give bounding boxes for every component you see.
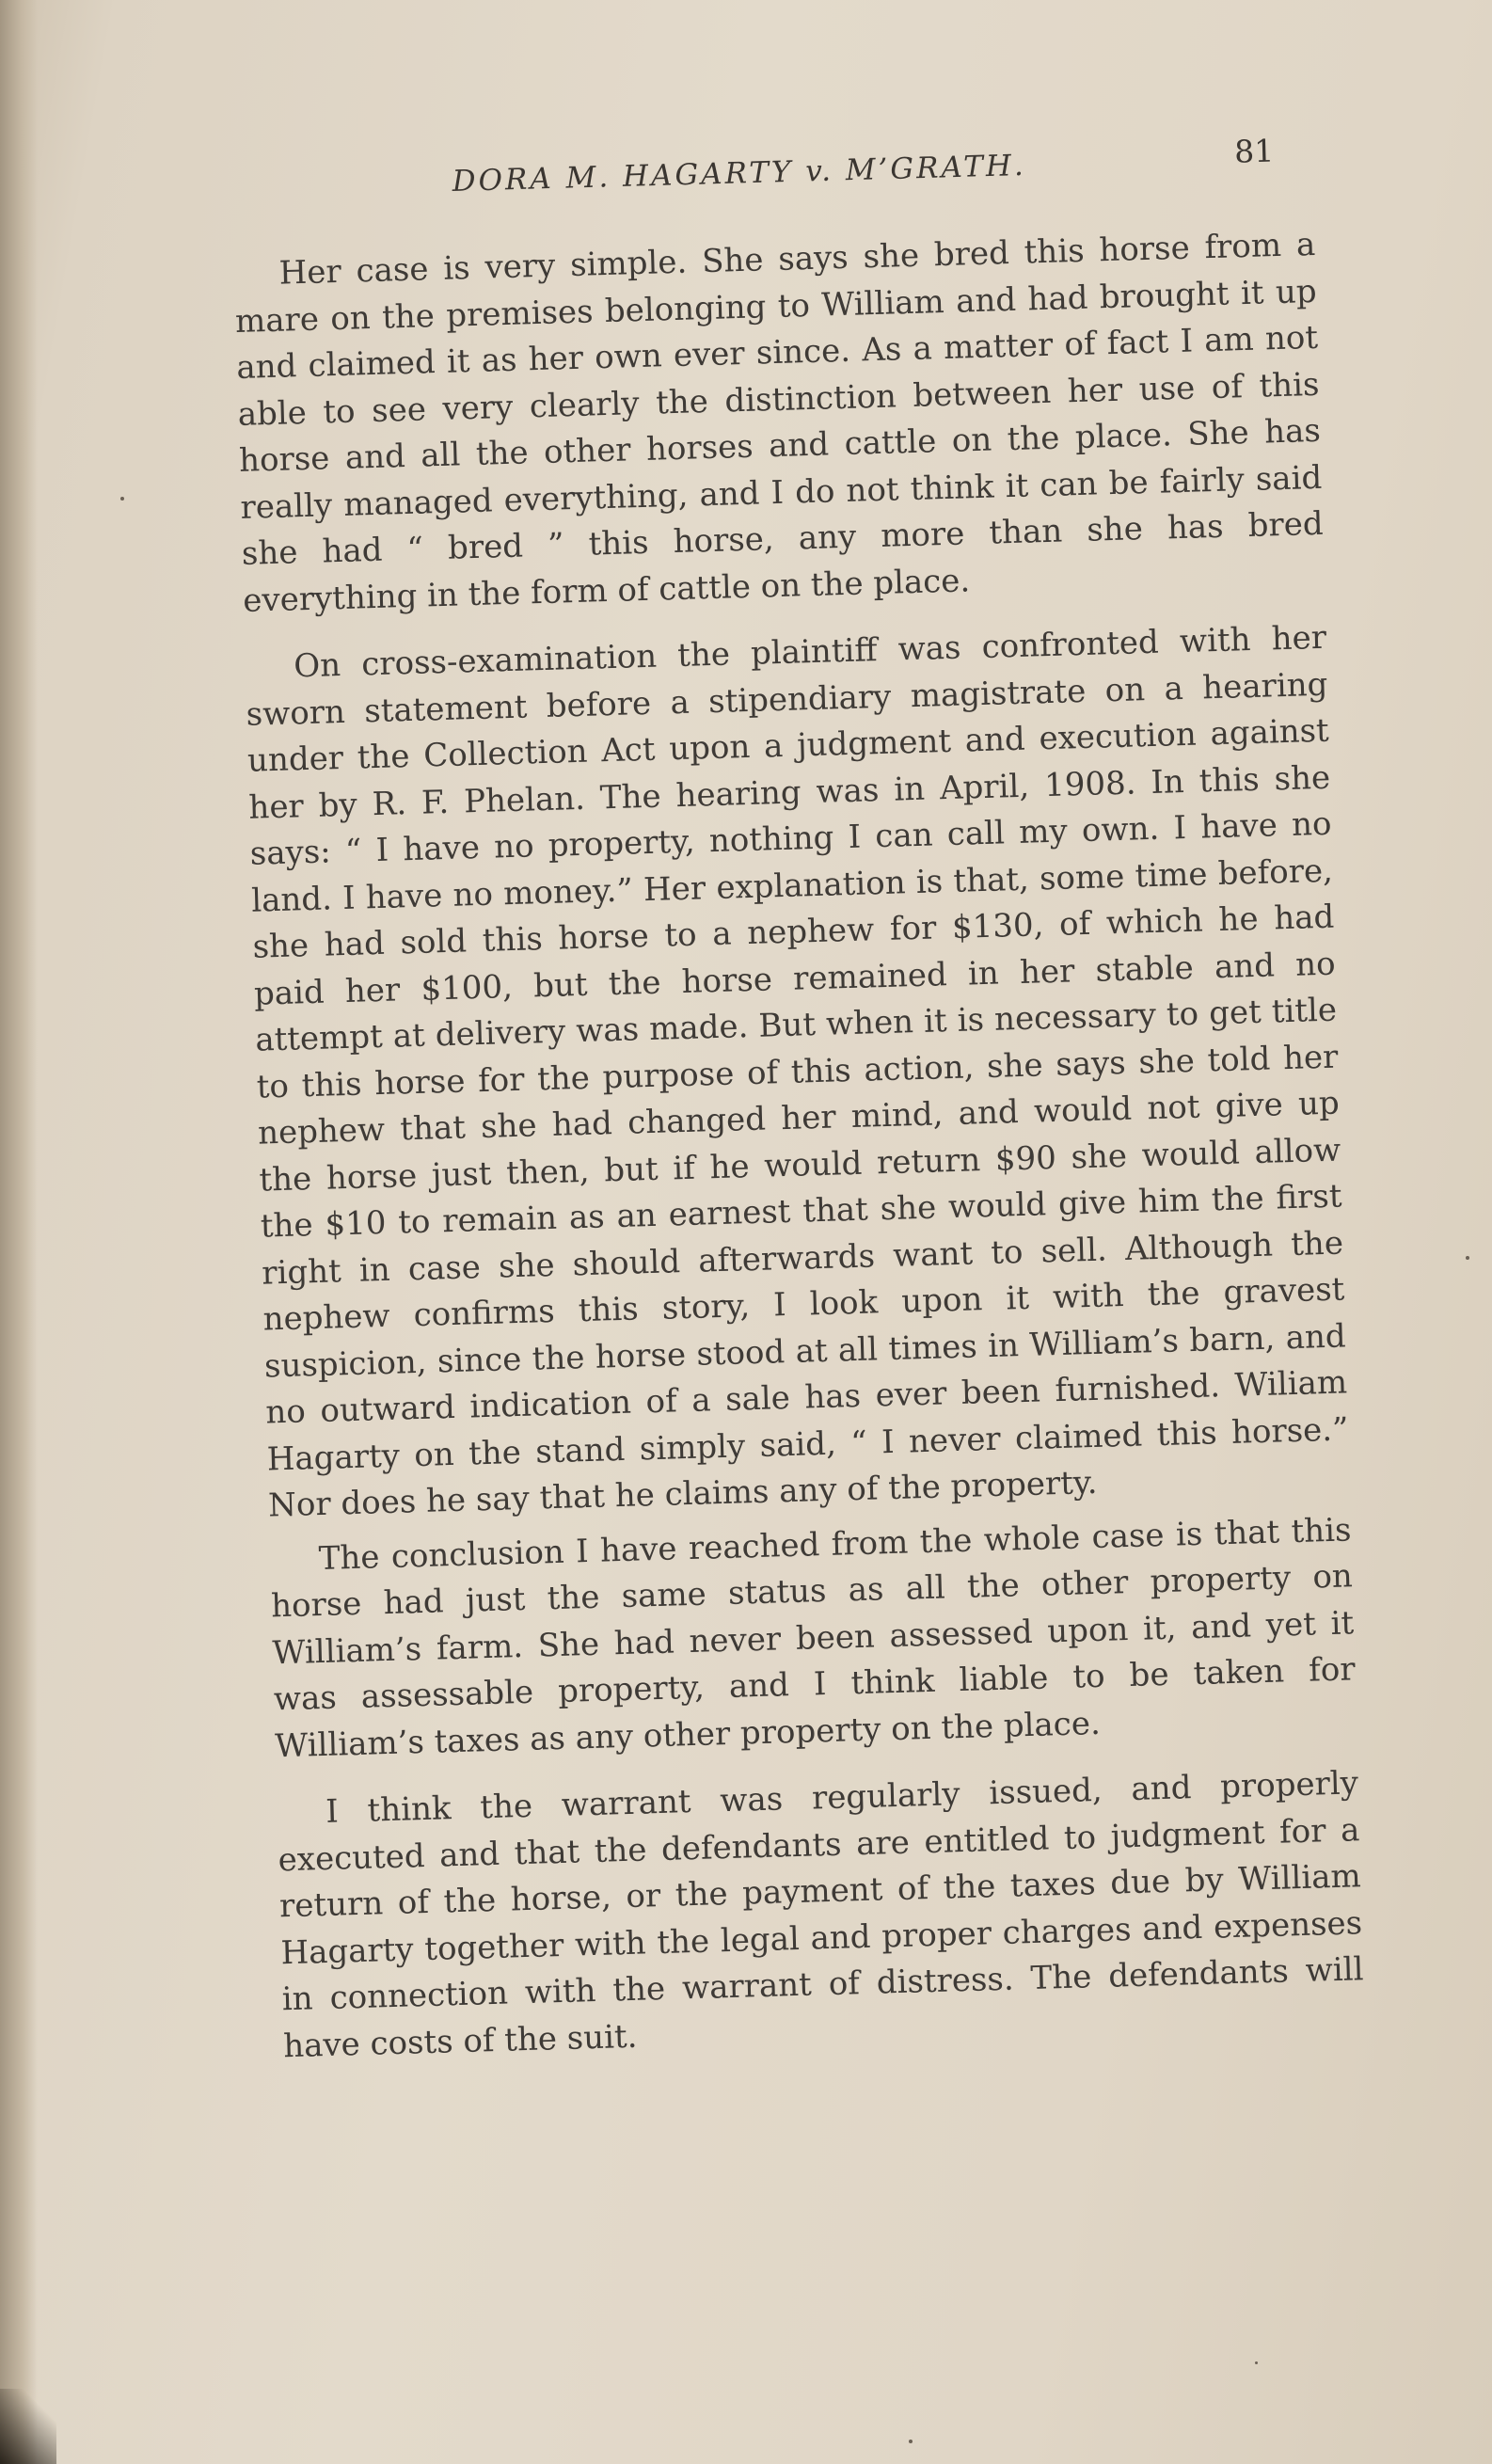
paper-speck xyxy=(1466,1256,1469,1260)
running-title: DORA M. HAGARTY v. M’GRATH. xyxy=(452,148,1027,199)
page-number: 81 xyxy=(1233,132,1275,170)
binding-gutter-shadow xyxy=(0,0,38,2464)
paper-speck xyxy=(120,497,124,501)
paragraph-judgment: I think the warrant was regularly issued, and properly executed and that the defendants are entitled to judgment for a return of the horse, or the payment of the taxes due by William Hagarty together with the legal and proper charges and expenses in connection with the warrant of distress. The defendants will have costs of the suit. xyxy=(278,1764,1364,2065)
paragraph-case-summary: Her case is very simple. She says she bred this horse from a mare on the premises belonging to William and had brought it up and claimed it as her own ever since. As a matter of fact I am not able to see very clearly the distinction between her use of this horse and all the other horses and cattle on the place. She has really managed everything, and I do not think it can be fairly said she had “ bred ” this horse, any more than she has bred everything in the form of cattle on the place. xyxy=(234,225,1325,620)
page-header xyxy=(452,131,1318,212)
page-corner-shadow xyxy=(0,2389,56,2464)
paragraph-conclusion: The conclusion I have reached from the whole case is that this horse had just the same status as all the other property on William’s farm. She had never been assessed upon it, and yet it was assessable property, and I think liable to be taken for William’s taxes as any other property on the place. xyxy=(270,1510,1357,1765)
paper-speck xyxy=(909,2440,913,2443)
paper-speck xyxy=(1255,2361,1258,2364)
paragraph-cross-examination: On cross-examination the plaintiff was confronted with her sworn statement before a stipendiary magistrate on a hearing under the Collection Act upon a judgment and execution against her by R. F. Phelan. The hearing was in April, 1908. In this she says: “ I have no property, nothing I can call my own. I have no land. I have no money.” Her explanation is that, some time before, she had sold this horse to a nephew for $130, of which he had paid her $100, but the horse remained in her stable and no attempt at delivery was made. But when it is necessary to get title to this horse for the purpose of this action, she says she told her nephew that she had changed her mind, and would not give up the horse just then, but if he would return $90 she would allow the $10 to remain as an earnest that she would give him the first right in case she should afterwards want to sell. Although the nephew confirms this story, I look upon it with the gravest suspicion, since the horse stood at all times in William’s barn, and no outward indication of a sale has ever been furnished. Wiliam Hagarty on the stand simply said, “ I never claimed this horse.” Nor does he say that he claims any of the property. xyxy=(246,618,1349,1525)
body-text xyxy=(233,222,1366,2090)
